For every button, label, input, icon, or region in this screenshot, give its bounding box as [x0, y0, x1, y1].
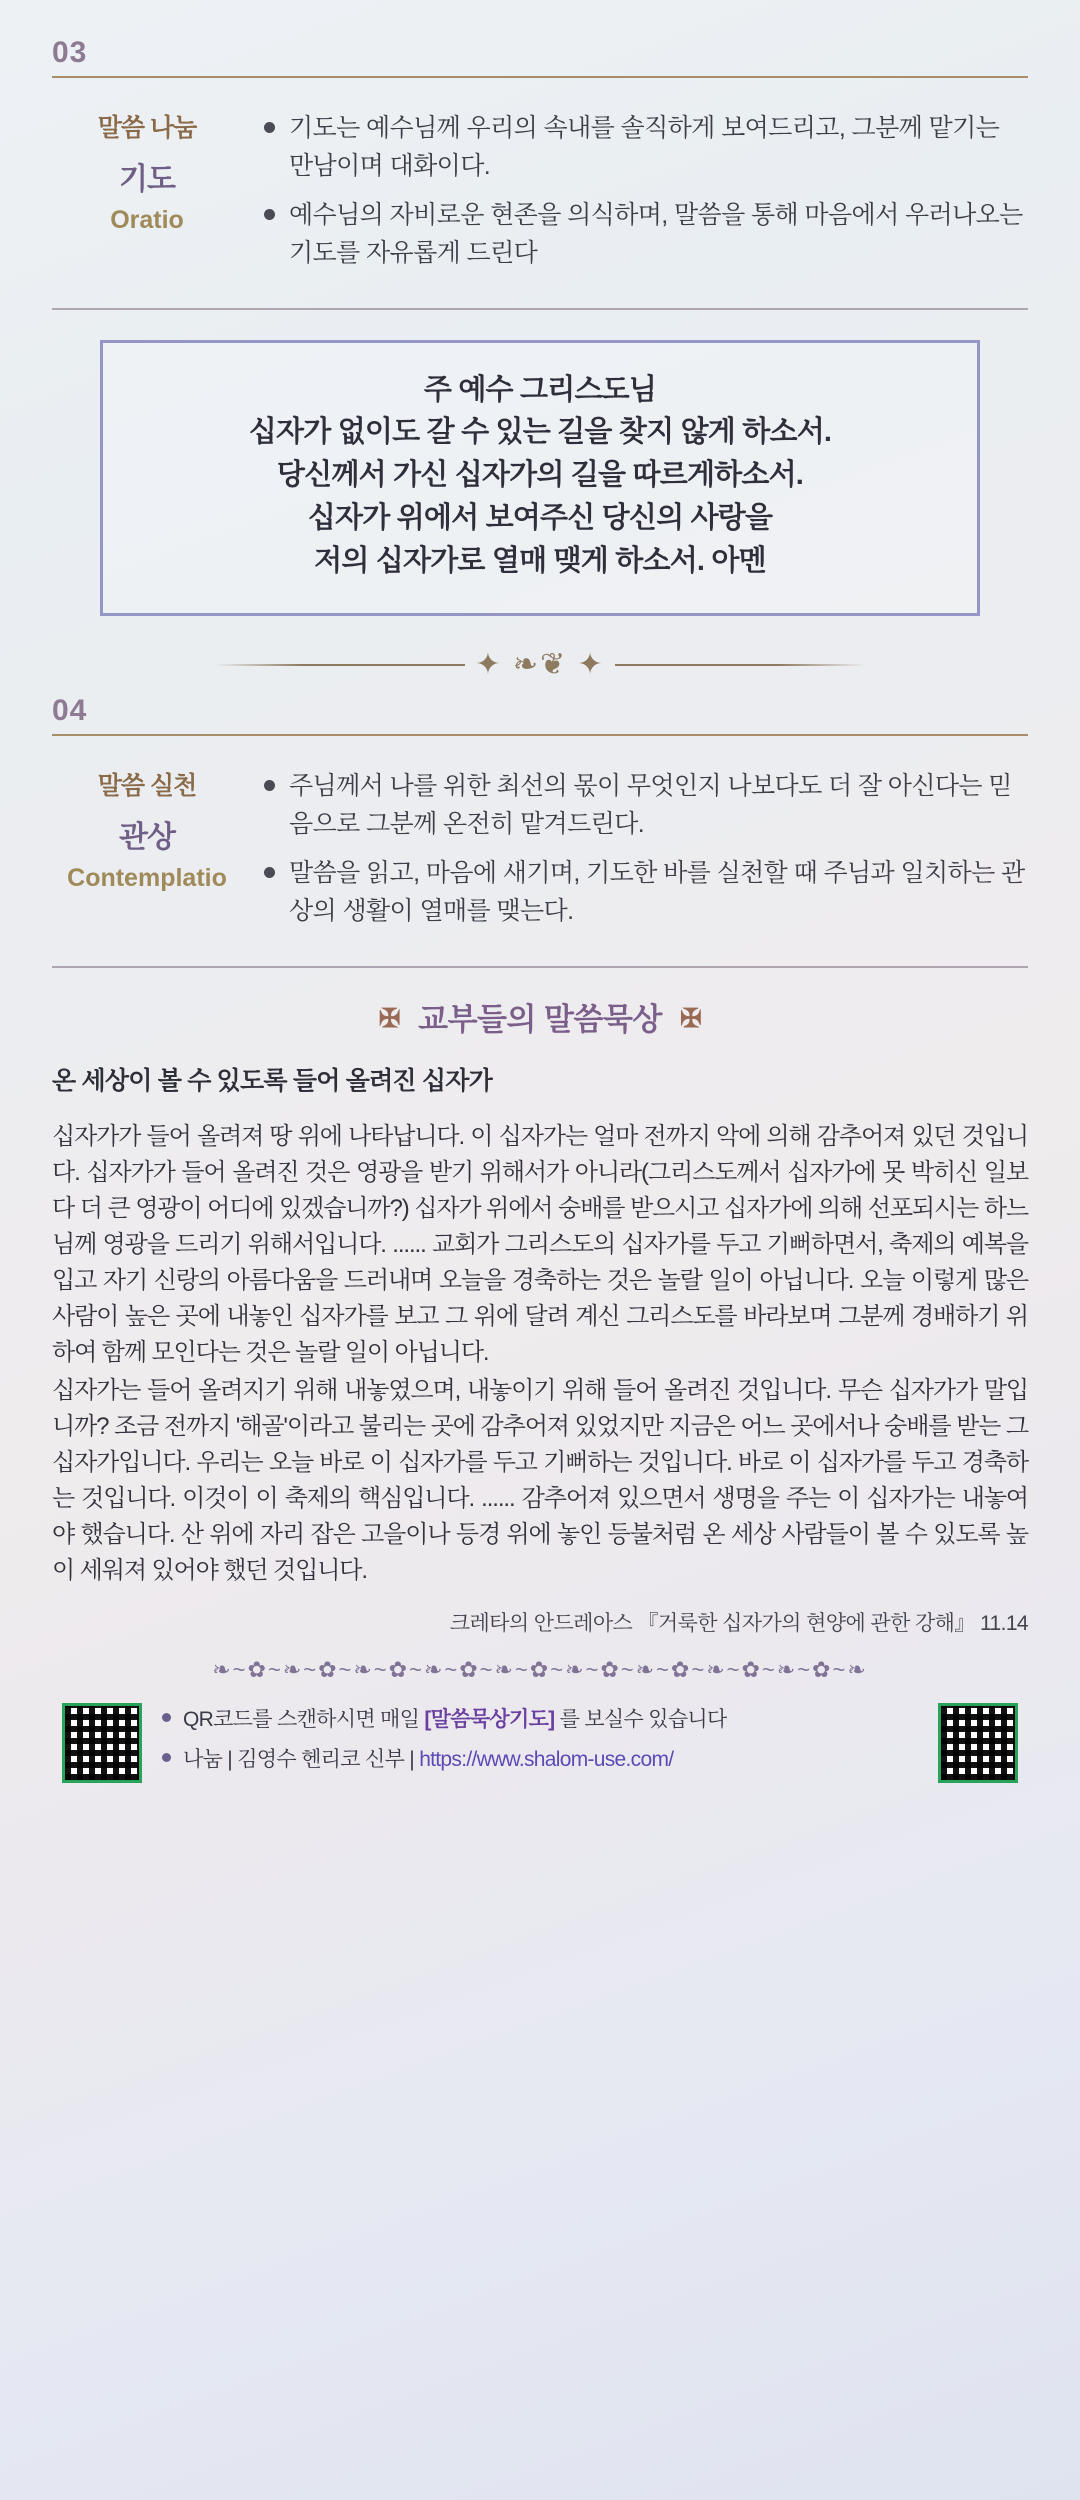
list-item	[264, 110, 1028, 185]
fathers-meditation	[52, 994, 1028, 1637]
prayer-box-wrapper	[52, 340, 1028, 617]
list-item	[264, 197, 1028, 272]
section-rule	[52, 734, 1028, 736]
bullet-dot-icon	[162, 1713, 171, 1722]
section-04-body	[52, 736, 1028, 966]
qr-code-right[interactable]	[938, 1703, 1018, 1783]
prayer-line: 저의 십자가로 열매 맺게 하소서. 아멘	[314, 545, 766, 578]
section-number: 04	[52, 694, 88, 728]
section-number: 03	[52, 36, 88, 69]
section-03-bullets	[242, 104, 1028, 284]
bullet-text: 말씀을 읽고, 마음에 새기며, 기도한 바를 실천할 때 주님과 일치하는 관상의 생활이 열매를 맺는다.	[289, 859, 1025, 925]
fathers-paragraph: 십자가가 들어 올려져 땅 위에 나타납니다. 이 십자가는 얼마 전까지 악에 의해 감추어져 있던 것입니다. 십자가가 들어 올려진 것은 영광을 받기 위해서가 아니라(그리스도께서 십자가에 못 박히신 일보다 더 큰 영광이 어디에 있겠습니까?) 십자가 위에서 숭배를 받으시고 십자가에 의해 선포되시는 하느님께 영광을 드리기 위해서입니다. ...... 교회가 그리스도의 십자가를 두고 기뻐하면서, 축제의 예복을 입고 자기 신랑의 아름다움을 드러내며 오늘을 경축하는 것은 놀랄 일이 아닙니다. 오늘 이렇게 많은 사람이 높은 곳에 내놓인 십자가를 보고 그 위에 달려 계신 그리스도를 바라보며 그분께 경배하기 위하여 함께 모인다는 것은 놀랄 일이 아닙니다.	[52, 1122, 1028, 1366]
bottom-flourish-icon: ❧~✿~❧~✿~❧~✿~❧~✿~❧~✿~❧~✿~❧~✿~❧~✿~❧~✿~❧	[212, 1656, 868, 1682]
ornament-line-right	[615, 664, 865, 666]
bullet-text: 예수님의 자비로운 현존을 의식하며, 말씀을 통해 마음에서 우러나오는 기도를 자유롭게 드린다	[289, 201, 1023, 267]
fathers-paragraph: 십자가는 들어 올려지기 위해 내놓였으며, 내놓이기 위해 들어 올려진 것입니다. 무슨 십자가가 말입니까? 조금 전까지 '해골'이라고 불리는 곳에 감추어져 있었지만 지금은 어느 곳에서나 숭배를 받는 그 십자가입니다. 우리는 오늘 바로 이 십자가를 두고 기뻐하는 것입니다. 바로 이 십자가를 두고 경축하는 것입니다. 이것이 이 축제의 핵심입니다. ...... 감추어져 있으면서 생명을 주는 이 십자가는 내놓여야 했습니다. 산 위에 자리 잡은 고을이나 등경 위에 놓인 등불처럼 온 세상 사람들이 볼 수 있도록 높이 세워져 있어야 했던 것입니다.	[52, 1376, 1028, 1584]
label-ko-big: 기도	[119, 163, 175, 196]
prayer-box	[100, 340, 980, 617]
footer-line1-pre: QR코드를 스캔하시면 매일	[183, 1707, 425, 1731]
footer-line-1	[162, 1703, 918, 1733]
fathers-subtitle: 온 세상이 볼 수 있도록 들어 올려진 십자가	[52, 1066, 492, 1095]
footer-line2-pre: 나눔 | 김영수 헨리코 신부 |	[183, 1747, 420, 1771]
footer-line1-post: 를 보실수 있습니다	[554, 1707, 727, 1731]
bullet-dot-icon	[264, 867, 275, 878]
label-ko-small: 말씀 실천	[97, 772, 197, 801]
fathers-source: 크레타의 안드레아스 『거룩한 십자가의 현양에 관한 강해』 11.14	[449, 1611, 1028, 1635]
bullet-text: 주님께서 나를 위한 최선의 몫이 무엇인지 나보다도 더 잘 아신다는 믿음으로 그분께 온전히 맡겨드린다.	[289, 772, 1012, 838]
footer-line1-highlight: [말씀묵상기도]	[424, 1707, 555, 1731]
cross-icon-left: ✠	[378, 1002, 401, 1033]
bullet-dot-icon	[264, 780, 275, 791]
ornament-line-left	[215, 664, 465, 666]
label-ko-small: 말씀 나눔	[97, 114, 197, 142]
label-latin: Contemplatio	[67, 864, 227, 893]
label-ko-big: 관상	[119, 821, 175, 855]
section-03	[52, 0, 1028, 310]
prayer-line: 당신께서 가신 십자가의 길을 따르게하소서.	[276, 459, 804, 492]
section-03-body	[52, 78, 1028, 308]
qr-code-left[interactable]	[62, 1703, 142, 1783]
section-04	[52, 694, 1028, 968]
footer-website-link[interactable]: https://www.shalom-use.com/	[419, 1747, 674, 1771]
list-item	[264, 768, 1028, 843]
section-04-labels	[52, 762, 242, 893]
cross-icon-right: ✠	[679, 1002, 702, 1033]
ornament-divider	[52, 650, 1028, 680]
fathers-title: 교부들의 말씀묵상	[418, 1001, 662, 1037]
bullet-dot-icon	[162, 1753, 171, 1762]
section-04-bullets	[242, 762, 1028, 942]
prayer-line: 주 예수 그리스도님	[423, 373, 657, 406]
prayer-line: 십자가 없이도 갈 수 있는 길을 찾지 않게 하소서.	[248, 416, 832, 449]
footer-line-2	[162, 1743, 918, 1773]
footer	[52, 1697, 1028, 1783]
prayer-line: 십자가 위에서 보여주신 당신의 사랑을	[307, 502, 773, 535]
list-item	[264, 855, 1028, 930]
label-latin: Oratio	[110, 206, 184, 234]
bullet-dot-icon	[264, 122, 275, 133]
section-04-bottom-rule	[52, 966, 1028, 968]
section-03-bottom-rule	[52, 308, 1028, 310]
ornament-flourish-icon: ✦ ❧❦ ✦	[475, 648, 605, 682]
fathers-title-row	[52, 994, 1028, 1039]
bullet-text: 기도는 예수님께 우리의 속내를 솔직하게 보여드리고, 그분께 맡기는 만남이며 대화이다.	[289, 114, 1000, 180]
section-rule	[52, 76, 1028, 78]
section-03-labels	[52, 104, 242, 235]
bullet-dot-icon	[264, 209, 275, 220]
footer-text	[142, 1703, 938, 1783]
